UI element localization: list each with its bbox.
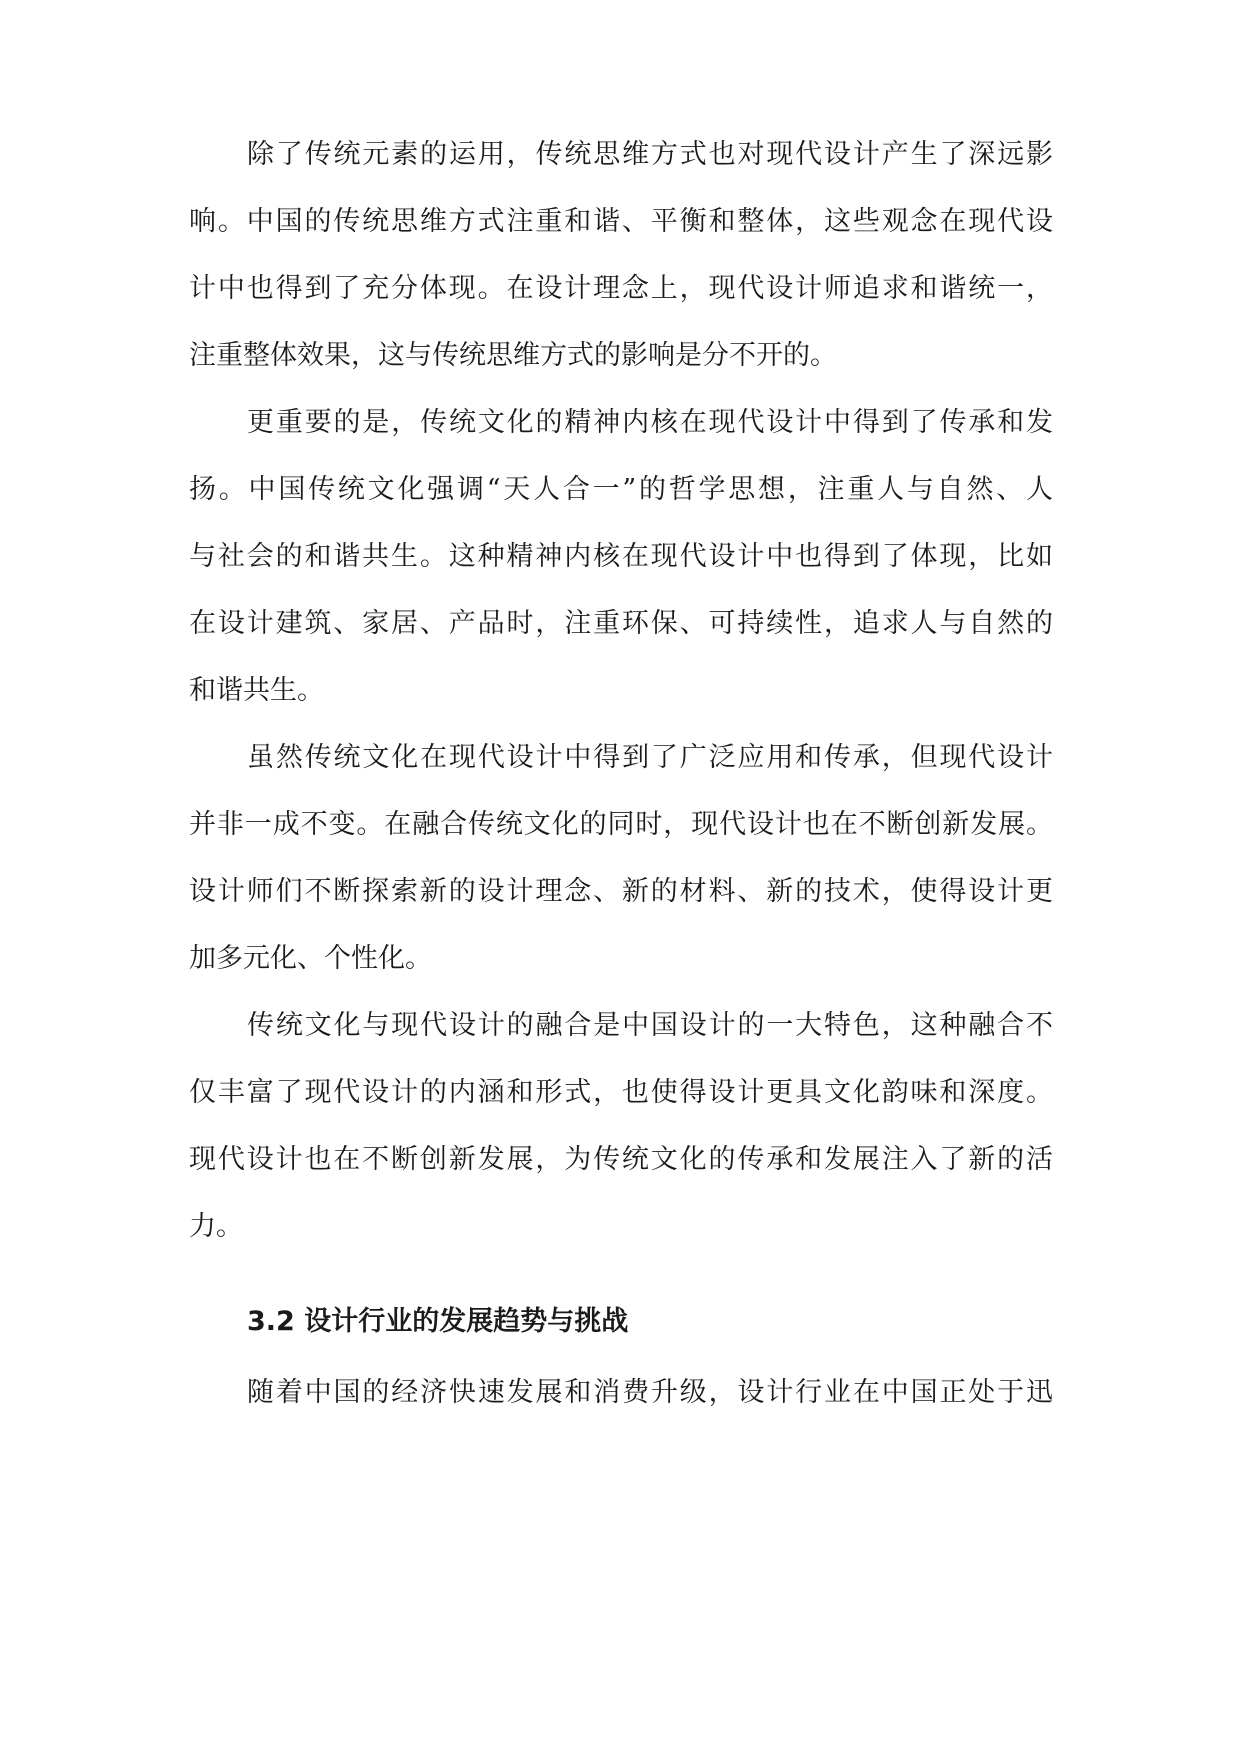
paragraph-1-line-4: 注重整体效果，这与传统思维方式的影响是分不开的。 bbox=[189, 340, 837, 371]
paragraph-4-line-2: 仅丰富了现代设计的内涵和形式，也使得设计更具文化韵味和深度。 bbox=[189, 1077, 1053, 1108]
closing-paragraph-line-1: 随着中国的经济快速发展和消费升级，设计行业在中国正处于迅 bbox=[247, 1377, 1053, 1408]
paragraph-2-line-5: 和谐共生。 bbox=[189, 675, 324, 706]
paragraph-2-line-3: 与社会的和谐共生。这种精神内核在现代设计中也得到了体现，比如 bbox=[189, 541, 1053, 572]
paragraph-4-line-1: 传统文化与现代设计的融合是中国设计的一大特色，这种融合不 bbox=[247, 1010, 1053, 1041]
paragraph-3-line-4: 加多元化、个性化。 bbox=[189, 943, 432, 974]
paragraph-1-line-2: 响。中国的传统思维方式注重和谐、平衡和整体，这些观念在现代设 bbox=[189, 206, 1053, 237]
paragraph-1-line-3: 计中也得到了充分体现。在设计理念上，现代设计师追求和谐统一， bbox=[189, 273, 1053, 304]
section-heading: 3.2 设计行业的发展趋势与挑战 bbox=[247, 1306, 629, 1337]
paragraph-3-line-1: 虽然传统文化在现代设计中得到了广泛应用和传承，但现代设计 bbox=[247, 742, 1053, 773]
paragraph-4-line-3: 现代设计也在不断创新发展，为传统文化的传承和发展注入了新的活 bbox=[189, 1144, 1053, 1175]
paragraph-2-line-4: 在设计建筑、家居、产品时，注重环保、可持续性，追求人与自然的 bbox=[189, 608, 1053, 639]
paragraph-4-line-4: 力。 bbox=[189, 1211, 243, 1242]
paragraph-2-line-2: 扬。中国传统文化强调“天人合一”的哲学思想，注重人与自然、人 bbox=[189, 474, 1053, 505]
paragraph-3-line-2: 并非一成不变。在融合传统文化的同时，现代设计也在不断创新发展。 bbox=[189, 809, 1053, 840]
paragraph-3-line-3: 设计师们不断探索新的设计理念、新的材料、新的技术，使得设计更 bbox=[189, 876, 1053, 907]
paragraph-1-line-1: 除了传统元素的运用，传统思维方式也对现代设计产生了深远影 bbox=[247, 139, 1053, 170]
paragraph-2-line-1: 更重要的是，传统文化的精神内核在现代设计中得到了传承和发 bbox=[247, 407, 1053, 438]
